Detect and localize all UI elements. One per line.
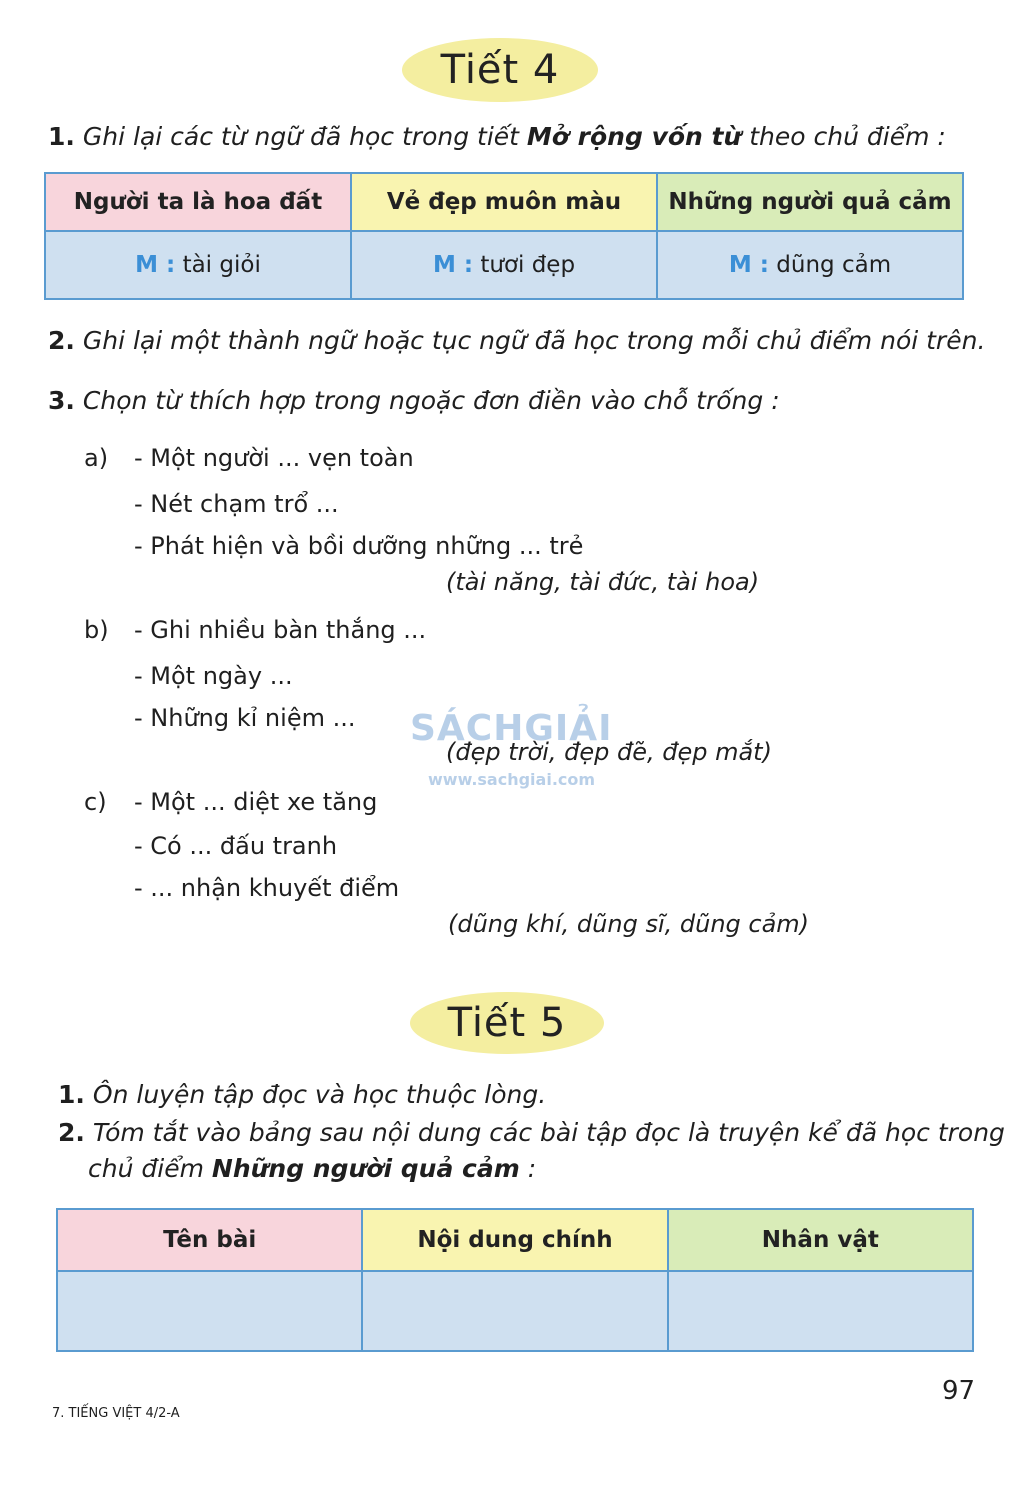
lesson-name: Mở rộng vốn từ	[526, 122, 742, 151]
question-number: 3.	[48, 386, 75, 415]
exercise-line: - ... nhận khuyết điểm	[134, 874, 400, 902]
exercise-line: - Phát hiện và bồi dưỡng những ... trẻ	[134, 532, 584, 560]
question-1: 1. Ôn luyện tập đọc và học thuộc lòng.	[58, 1080, 547, 1109]
footer-note: 7. TIẾNG VIỆT 4/2-A	[52, 1406, 180, 1421]
section2-title: Tiết 5	[410, 992, 604, 1054]
exercise-line: - Có ... đấu tranh	[134, 832, 338, 860]
table-cell: M : tươi đẹp	[351, 231, 657, 299]
question-number: 1.	[58, 1080, 85, 1109]
group-label: a)	[84, 444, 109, 472]
watermark-logo: SÁCHGIẢI	[410, 708, 613, 749]
table-cell	[362, 1271, 667, 1351]
summary-table	[56, 1208, 974, 1352]
exercise-line: - Một ... diệt xe tăng	[134, 788, 378, 816]
table-cell	[668, 1271, 973, 1351]
table-cell: M : tài giỏi	[45, 231, 351, 299]
exercise-line: - Một ngày ...	[134, 662, 293, 690]
table-header: Nhân vật	[668, 1209, 973, 1271]
question-2: 2. Ghi lại một thành ngữ hoặc tục ngữ đã học trong mỗi chủ điểm nói trên.	[48, 326, 986, 355]
question-number: 2.	[58, 1118, 85, 1147]
exercise-line: - Một người ... vẹn toàn	[134, 444, 414, 472]
topics-table	[44, 172, 964, 300]
topic-name: Những người quả cảm	[211, 1154, 520, 1183]
table-header: Vẻ đẹp muôn màu	[351, 173, 657, 231]
exercise-line: - Ghi nhiều bàn thắng ...	[134, 616, 427, 644]
table-header: Người ta là hoa đất	[45, 173, 351, 231]
group-label: c)	[84, 788, 107, 816]
question-3: 3. Chọn từ thích hợp trong ngoặc đơn điền vào chỗ trống :	[48, 386, 780, 415]
section1-title: Tiết 4	[402, 38, 598, 102]
page-number: 97	[942, 1376, 976, 1406]
table-cell: M : dũng cảm	[657, 231, 963, 299]
question-2-continued: chủ điểm Những người quả cảm :	[88, 1154, 537, 1183]
question-1: 1. Ghi lại các từ ngữ đã học trong tiết Mở rộng vốn từ theo chủ điểm :	[48, 122, 946, 151]
question-number: 1.	[48, 122, 75, 151]
table-header: Tên bài	[57, 1209, 362, 1271]
question-number: 2.	[48, 326, 75, 355]
group-label: b)	[84, 616, 109, 644]
word-choices: (dũng khí, dũng sĩ, dũng cảm)	[448, 910, 810, 938]
table-cell	[57, 1271, 362, 1351]
question-2: 2. Tóm tắt vào bảng sau nội dung các bài tập đọc là truyện kể đã học trong	[58, 1118, 1005, 1147]
watermark-url: www.sachgiai.com	[428, 770, 596, 789]
exercise-line: - Những kỉ niệm ...	[134, 704, 356, 732]
word-choices: (tài năng, tài đức, tài hoa)	[446, 568, 760, 596]
exercise-line: - Nét chạm trổ ...	[134, 490, 339, 518]
table-header: Nội dung chính	[362, 1209, 667, 1271]
word-choices: (đẹp trời, đẹp đẽ, đẹp mắt)	[446, 738, 772, 766]
table-header: Những người quả cảm	[657, 173, 963, 231]
